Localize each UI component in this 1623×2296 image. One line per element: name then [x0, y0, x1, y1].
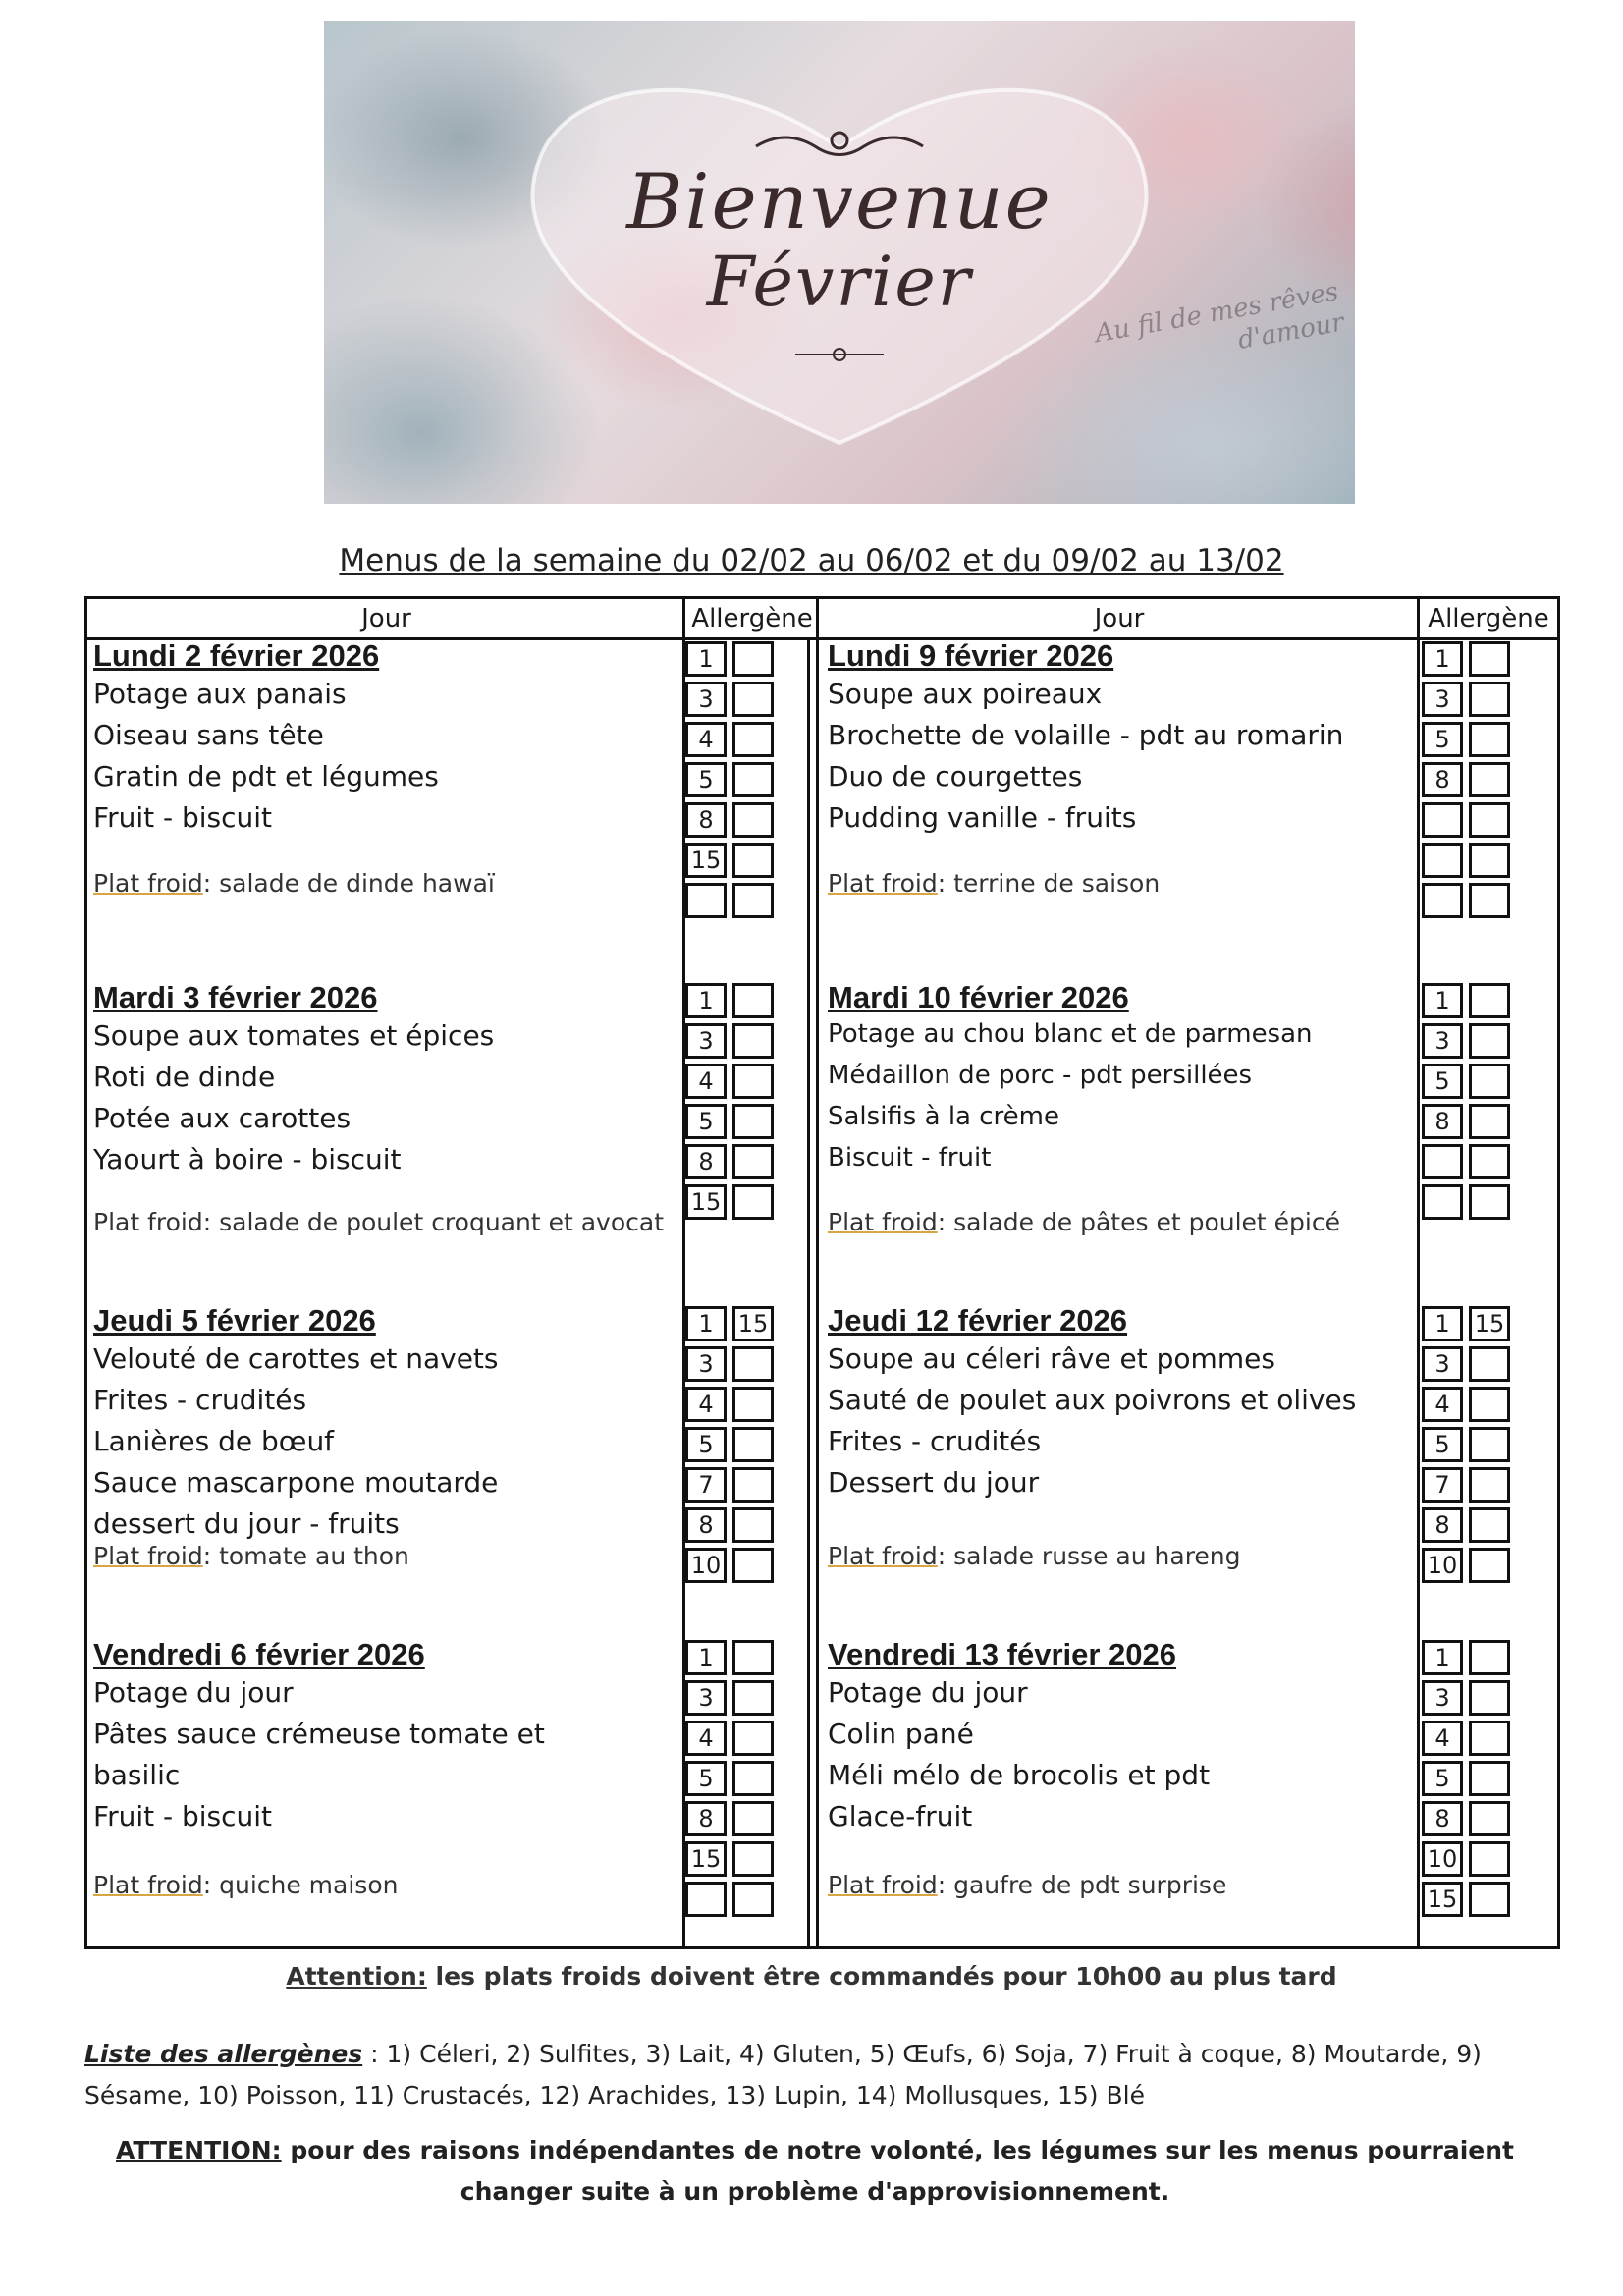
- allergen-code: 7: [685, 1467, 727, 1503]
- allergen-code-extra: [732, 1387, 774, 1422]
- day-heading: Vendredi 6 février 2026: [93, 1637, 425, 1671]
- menu-item: Lanières de bœuf: [93, 1425, 335, 1457]
- allergen-code-extra: [732, 1467, 774, 1503]
- cold-dish-label: Plat froid: [828, 869, 938, 898]
- allergen-code-extra: [1469, 762, 1510, 797]
- menu-item: Pudding vanille - fruits: [828, 801, 1137, 834]
- cold-dish: [93, 1208, 664, 1236]
- allergen-code: 4: [1422, 1387, 1463, 1422]
- menu-item: Potage du jour: [93, 1676, 294, 1709]
- cold-dish-label: Plat froid: [93, 1542, 203, 1570]
- day-heading: Mardi 10 février 2026: [828, 980, 1129, 1014]
- allergen-code: 15: [685, 1841, 727, 1877]
- allergen-code-extra: 15: [732, 1306, 774, 1341]
- allergen-code-extra: [732, 883, 774, 918]
- menu-item: basilic: [93, 1759, 181, 1791]
- allergen-code-extra: [732, 1801, 774, 1836]
- allergen-code: 8: [685, 1507, 727, 1543]
- allergen-code: 1: [1422, 641, 1463, 677]
- allergen-code: 1: [1422, 1306, 1463, 1341]
- allergen-list-label: Liste des allergènes: [84, 2040, 363, 2068]
- allergen-code-extra: [732, 1507, 774, 1543]
- header-allergene-right: Allergène: [1420, 599, 1557, 640]
- divider: [807, 640, 810, 1946]
- attention-label: Attention:: [286, 1962, 427, 1991]
- cold-dish: [828, 869, 1160, 898]
- allergen-code-extra: [732, 722, 774, 757]
- allergen-code-extra: [1469, 1640, 1510, 1675]
- cold-dish-text: Plat froid: salade de poulet croquant et avocat: [93, 1208, 664, 1236]
- menu-item: dessert du jour - fruits: [93, 1507, 400, 1540]
- allergen-code-extra: [732, 1680, 774, 1716]
- allergen-code-extra: [732, 1548, 774, 1583]
- allergen-code: 3: [1422, 682, 1463, 717]
- allergen-boxes: [685, 983, 785, 1225]
- cold-dish-label: Plat froid: [828, 1208, 938, 1236]
- allergen-code-extra: [1469, 722, 1510, 757]
- allergen-code-extra: [732, 1721, 774, 1756]
- menu-item: Velouté de carottes et navets: [93, 1342, 499, 1375]
- allergen-code-extra: [1469, 1104, 1510, 1139]
- allergen-code: 5: [1422, 1761, 1463, 1796]
- allergen-code: 1: [685, 641, 727, 677]
- allergen-code: [1422, 843, 1463, 878]
- allergen-code: 4: [1422, 1721, 1463, 1756]
- allergen-code: 5: [1422, 1064, 1463, 1099]
- cold-dish-label: Plat froid: [93, 1871, 203, 1899]
- allergen-list-text: : 1) Céleri, 2) Sulfites, 3) Lait, 4) Gluten, 5) Œufs, 6) Soja, 7) Fruit à coque, 8) Moutarde, 9) Sésame, 10) Poisson, 11) Crustacés, 12) Arachides, 13) Lupin, 14) Mollusques, 15) Blé: [84, 2040, 1482, 2109]
- allergen-code-extra: [1469, 1507, 1510, 1543]
- menu-item: Soupe au céleri râve et pommes: [828, 1342, 1275, 1375]
- allergen-boxes: [1422, 983, 1522, 1225]
- menu-item: Roti de dinde: [93, 1061, 276, 1093]
- allergen-code: [1422, 883, 1463, 918]
- allergen-code-extra: [732, 1841, 774, 1877]
- allergen-code-extra: [1469, 1680, 1510, 1716]
- allergen-code: 5: [1422, 1427, 1463, 1462]
- allergen-code: 8: [1422, 1507, 1463, 1543]
- allergen-code-extra: [732, 1104, 774, 1139]
- allergen-code: 8: [685, 1801, 727, 1836]
- allergen-code-extra: [1469, 1023, 1510, 1059]
- allergen-code: 3: [1422, 1346, 1463, 1382]
- menu-item: Potée aux carottes: [93, 1102, 352, 1134]
- allergen-code-extra: [1469, 1346, 1510, 1382]
- allergen-code-extra: 15: [1469, 1306, 1510, 1341]
- allergen-code: 1: [1422, 983, 1463, 1018]
- allergen-code: 4: [685, 722, 727, 757]
- divider: [816, 599, 819, 1946]
- allergen-code-extra: [1469, 1801, 1510, 1836]
- day-heading: Mardi 3 février 2026: [93, 980, 378, 1014]
- cold-dish-text: : salade de dinde hawaï: [202, 869, 495, 898]
- allergen-code: 4: [685, 1721, 727, 1756]
- allergen-code-extra: [1469, 883, 1510, 918]
- allergen-code-extra: [732, 1427, 774, 1462]
- cold-dish: [93, 1542, 409, 1570]
- header-allergene-left: Allergène: [685, 599, 819, 640]
- menu-item: Dessert du jour: [828, 1466, 1040, 1499]
- attention-text: les plats froids doivent être commandés pour 10h00 au plus tard: [426, 1962, 1337, 1991]
- allergen-code-extra: [732, 641, 774, 677]
- allergen-code: 15: [685, 1184, 727, 1220]
- allergen-code-extra: [732, 1144, 774, 1179]
- page-title: Menus de la semaine du 02/02 au 06/02 et du 09/02 au 13/02: [339, 543, 1284, 578]
- allergen-code-extra: [1469, 1548, 1510, 1583]
- menu-item: Fruit - biscuit: [93, 801, 273, 834]
- menu-item: Gratin de pdt et légumes: [93, 760, 439, 793]
- menu-item: Sauté de poulet aux poivrons et olives: [828, 1384, 1357, 1416]
- allergen-code: 8: [1422, 1801, 1463, 1836]
- cold-dish-label: Plat froid: [828, 1871, 938, 1899]
- menu-item: Biscuit - fruit: [828, 1143, 992, 1173]
- allergen-code-extra: [1469, 1721, 1510, 1756]
- allergen-code: 1: [685, 983, 727, 1018]
- allergen-code: 10: [1422, 1841, 1463, 1877]
- cold-dish: [93, 869, 495, 898]
- allergen-code-extra: [732, 1882, 774, 1917]
- day-heading: Lundi 9 février 2026: [828, 638, 1114, 673]
- menu-item: Salsifis à la crème: [828, 1102, 1059, 1131]
- day-heading: Jeudi 5 février 2026: [93, 1303, 376, 1338]
- cold-dish-label: Plat froid: [828, 1542, 938, 1570]
- divider: [1417, 599, 1420, 1946]
- allergen-code-extra: [1469, 682, 1510, 717]
- allergen-code-extra: [1469, 1144, 1510, 1179]
- allergen-code: 5: [685, 762, 727, 797]
- allergen-code: 3: [685, 1346, 727, 1382]
- menu-item: Pâtes sauce crémeuse tomate et: [93, 1718, 545, 1750]
- menu-item: Soupe aux tomates et épices: [93, 1019, 495, 1052]
- menu-item: Brochette de volaille - pdt au romarin: [828, 719, 1344, 751]
- allergen-code: [1422, 1144, 1463, 1179]
- allergen-code: 10: [685, 1548, 727, 1583]
- allergen-code-extra: [1469, 1761, 1510, 1796]
- cold-dish: [93, 1871, 398, 1899]
- allergen-code: 3: [685, 1680, 727, 1716]
- allergen-code: [685, 1882, 727, 1917]
- allergen-code: [685, 883, 727, 918]
- cold-dish: [828, 1208, 1340, 1236]
- allergen-code: 8: [1422, 762, 1463, 797]
- allergen-code: 8: [1422, 1104, 1463, 1139]
- allergen-code-extra: [1469, 1841, 1510, 1877]
- allergen-code-extra: [1469, 1064, 1510, 1099]
- allergen-code: 1: [1422, 1640, 1463, 1675]
- allergen-code-extra: [732, 1184, 774, 1220]
- allergen-code-extra: [732, 802, 774, 838]
- allergen-code: 3: [1422, 1023, 1463, 1059]
- allergen-boxes: [685, 641, 785, 923]
- menu-item: Frites - crudités: [828, 1425, 1042, 1457]
- menu-item: Soupe aux poireaux: [828, 678, 1103, 710]
- allergen-code-extra: [1469, 983, 1510, 1018]
- menu-item: Potage du jour: [828, 1676, 1028, 1709]
- welcome-banner: [324, 21, 1355, 504]
- allergen-code-extra: [732, 843, 774, 878]
- allergen-code-extra: [732, 1640, 774, 1675]
- warning-label: ATTENTION:: [116, 2136, 282, 2164]
- allergen-code: [1422, 802, 1463, 838]
- supply-warning: [79, 2130, 1551, 2213]
- menu-item: Fruit - biscuit: [93, 1800, 273, 1832]
- allergen-code: 5: [685, 1761, 727, 1796]
- attention-note: [0, 1962, 1623, 1991]
- allergen-code: [1422, 1184, 1463, 1220]
- menu-item: Potage aux panais: [93, 678, 347, 710]
- banner-tagline: Au fil de mes rêves d'amour: [1093, 276, 1346, 355]
- menu-item: Yaourt à boire - biscuit: [93, 1143, 402, 1175]
- allergen-code: 3: [1422, 1680, 1463, 1716]
- menu-item: Méli mélo de brocolis et pdt: [828, 1759, 1211, 1791]
- menu-item: Duo de courgettes: [828, 760, 1083, 793]
- allergen-code: 15: [685, 843, 727, 878]
- menu-item: Glace-fruit: [828, 1800, 973, 1832]
- banner-title: Bienvenue: [626, 158, 1053, 246]
- allergen-code-extra: [732, 762, 774, 797]
- allergen-code: 7: [1422, 1467, 1463, 1503]
- allergen-boxes: [1422, 1640, 1522, 1922]
- allergen-code-extra: [1469, 1427, 1510, 1462]
- banner-month: Février: [706, 242, 973, 322]
- menu-item: Médaillon de porc - pdt persillées: [828, 1061, 1253, 1090]
- allergen-boxes: [1422, 641, 1522, 923]
- day-heading: Vendredi 13 février 2026: [828, 1637, 1177, 1671]
- allergen-code: 5: [1422, 722, 1463, 757]
- allergen-code-extra: [1469, 1184, 1510, 1220]
- menu-item: Colin pané: [828, 1718, 974, 1750]
- allergen-code: 3: [685, 682, 727, 717]
- menu-item: Frites - crudités: [93, 1384, 307, 1416]
- menu-table: [84, 596, 1560, 1949]
- allergen-boxes: [685, 1306, 785, 1588]
- allergen-code-extra: [1469, 1467, 1510, 1503]
- cold-dish-text: : salade de pâtes et poulet épicé: [937, 1208, 1340, 1236]
- allergen-boxes: [685, 1640, 785, 1922]
- allergen-code-extra: [732, 1761, 774, 1796]
- day-heading: Jeudi 12 février 2026: [828, 1303, 1128, 1338]
- header-jour-right: Jour: [819, 599, 1420, 640]
- allergen-code-extra: [732, 1023, 774, 1059]
- allergen-code: 5: [685, 1104, 727, 1139]
- cold-dish-text: : gaufre de pdt surprise: [937, 1871, 1227, 1899]
- allergen-code-extra: [732, 983, 774, 1018]
- cold-dish: [828, 1871, 1226, 1899]
- warning-text: pour des raisons indépendantes de notre volonté, les légumes sur les menus pourraient changer suite à un problème d'approvisionnement.: [281, 2136, 1514, 2206]
- allergen-code-extra: [732, 682, 774, 717]
- cold-dish-text: : quiche maison: [202, 1871, 399, 1899]
- header-jour-left: Jour: [87, 599, 685, 640]
- allergen-code-extra: [732, 1064, 774, 1099]
- allergen-code: 1: [685, 1640, 727, 1675]
- cold-dish-text: : terrine de saison: [937, 869, 1161, 898]
- menu-item: Potage au chou blanc et de parmesan: [828, 1019, 1313, 1049]
- allergen-code: 4: [685, 1064, 727, 1099]
- allergen-code-extra: [1469, 1882, 1510, 1917]
- menu-item: Oiseau sans tête: [93, 719, 324, 751]
- cold-dish-text: : tomate au thon: [202, 1542, 409, 1570]
- allergen-code: 5: [685, 1427, 727, 1462]
- allergen-list: [84, 2034, 1557, 2116]
- allergen-code-extra: [732, 1346, 774, 1382]
- allergen-boxes: [1422, 1306, 1522, 1588]
- allergen-code: 4: [685, 1387, 727, 1422]
- allergen-code-extra: [1469, 641, 1510, 677]
- allergen-code-extra: [1469, 1387, 1510, 1422]
- cold-dish-label: Plat froid: [93, 869, 203, 898]
- cold-dish: [828, 1542, 1241, 1570]
- allergen-code: 8: [685, 1144, 727, 1179]
- cold-dish-text: : salade russe au hareng: [937, 1542, 1241, 1570]
- allergen-code: 10: [1422, 1548, 1463, 1583]
- allergen-code: 1: [685, 1306, 727, 1341]
- allergen-code: 15: [1422, 1882, 1463, 1917]
- allergen-code-extra: [1469, 802, 1510, 838]
- allergen-code-extra: [1469, 843, 1510, 878]
- menu-item: Sauce mascarpone moutarde: [93, 1466, 499, 1499]
- day-heading: Lundi 2 février 2026: [93, 638, 380, 673]
- allergen-code: 8: [685, 802, 727, 838]
- allergen-code: 3: [685, 1023, 727, 1059]
